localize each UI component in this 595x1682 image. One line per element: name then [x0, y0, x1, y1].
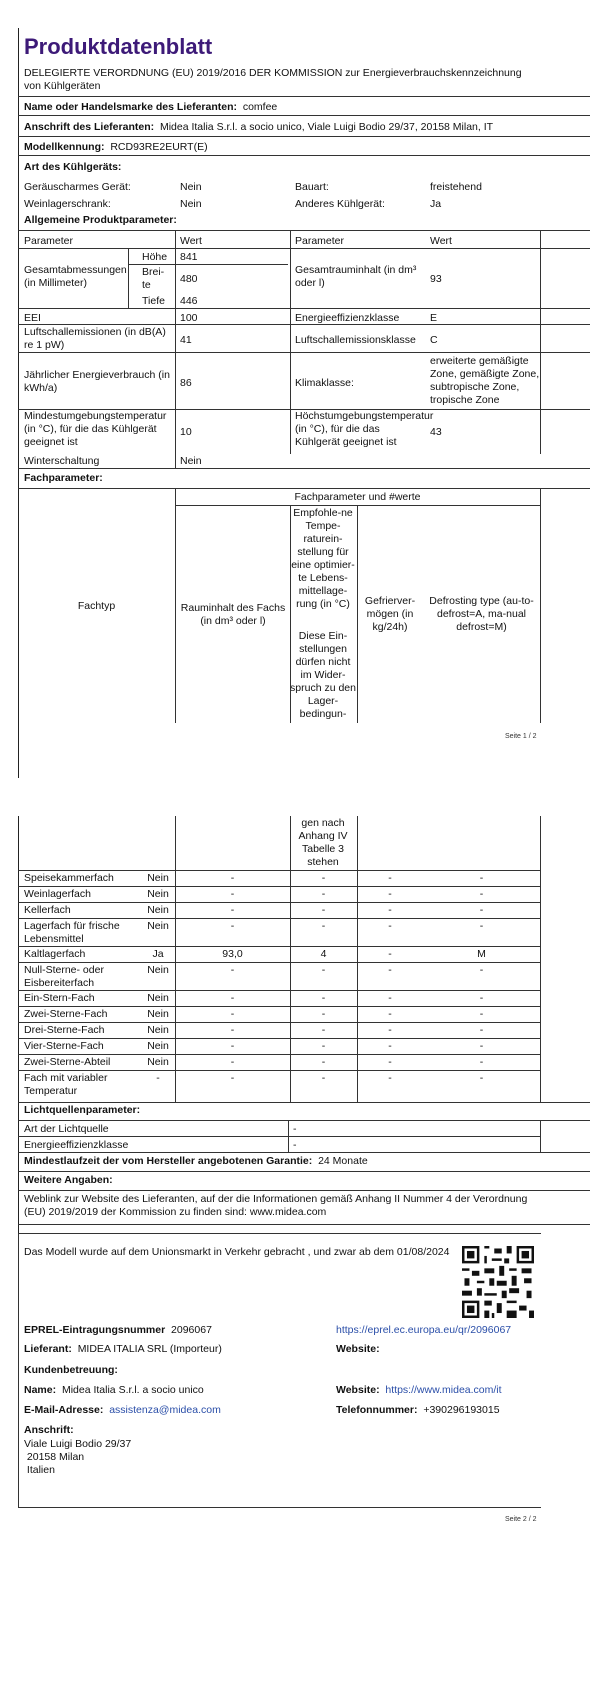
fach-row-defrost: -	[479, 872, 484, 884]
fach-row-defrost: -	[479, 1056, 484, 1068]
fach-row-volume: -	[230, 1008, 235, 1020]
address-line: Italien	[24, 1464, 55, 1476]
fach-row-temp: -	[321, 1072, 326, 1084]
general-row-value: 100	[180, 312, 198, 324]
eprel-link[interactable]: https://eprel.ec.europa.eu/qr/2096067	[336, 1324, 512, 1336]
type-row-label: Anderes Kühlgerät:	[295, 198, 385, 210]
general-heading: Allgemeine Produktparameter:	[24, 214, 177, 226]
dim-label: Tiefe	[142, 295, 165, 307]
col-temp: gen nach Anhang IV Tabelle 3 stehen	[298, 817, 348, 868]
fach-row-present: Nein	[147, 1008, 169, 1020]
dim-value: 841	[180, 251, 198, 263]
general-row-value: C	[430, 334, 438, 346]
page-number: Seite 1 / 2	[505, 733, 537, 740]
fach-row-volume: -	[230, 904, 235, 916]
page-1	[0, 0, 595, 800]
supplier-address-value: Midea Italia S.r.l. a socio unico, Viale Luigi Bodio 29/37, 20158 Milan, IT	[159, 121, 494, 133]
fach-row-defrost: -	[479, 920, 484, 932]
page-title: Produktdatenblatt	[24, 34, 213, 59]
regulation-text: DELEGIERTE VERORDNUNG (EU) 2019/2016 DER KOMMISSION zur Energieverbrauchskennzeichnung von Kühlgeräten	[24, 67, 522, 92]
supplier-name-value: comfee	[242, 101, 278, 113]
type-row-label: Geräuscharmes Gerät:	[24, 181, 131, 193]
email-label: E-Mail-Adresse:	[24, 1404, 104, 1416]
fach-row-volume: -	[230, 964, 235, 976]
row-divider	[18, 902, 540, 903]
website-link[interactable]: https://www.midea.com/it	[385, 1384, 502, 1396]
dim-label: Höhe	[142, 251, 168, 263]
fach-row-temp: -	[321, 964, 326, 976]
warranty-row	[24, 1155, 368, 1167]
fach-row-defrost: -	[479, 1040, 484, 1052]
light-row-value: -	[293, 1139, 297, 1151]
general-row-label: Höchstumgebungstemperatur (in °C), für die das Kühlgerät geeignet ist	[295, 410, 434, 448]
fach-row-name: Zwei-Sterne-Abteil	[24, 1056, 111, 1068]
fach-row-name: Vier-Sterne-Fach	[24, 1040, 104, 1052]
fach-row-freeze: -	[388, 1040, 392, 1052]
website-label: Website:	[336, 1343, 380, 1355]
row-divider	[18, 1022, 540, 1023]
page-2	[0, 800, 595, 1682]
fach-row-freeze: -	[388, 1072, 392, 1084]
col-freeze: Gefrierver-mögen (in kg/24h)	[364, 595, 416, 633]
fach-row-defrost: -	[479, 1024, 484, 1036]
fach-row-temp: -	[321, 1056, 326, 1068]
volume-label: Gesamtrauminhalt (in dm³ oder l)	[295, 264, 417, 289]
row-divider	[18, 886, 540, 887]
fach-row-freeze: -	[388, 1056, 392, 1068]
model-value: RCD93RE2EURT(E)	[110, 141, 208, 153]
fach-row-volume: -	[230, 1040, 235, 1052]
fach-row-name: Speisekammerfach	[24, 872, 114, 884]
supplier-name-row	[24, 101, 277, 113]
fach-row-volume: -	[230, 1024, 235, 1036]
address-line: 20158 Milan	[24, 1451, 85, 1463]
light-row-label: Energieeffizienzklasse	[24, 1139, 129, 1151]
supplier-name-label: Name oder Handelsmarke des Lieferanten:	[24, 101, 237, 113]
fach-row-temp: -	[321, 1040, 326, 1052]
general-row-label: Klimaklasse:	[295, 377, 354, 389]
fach-row-temp: 4	[320, 948, 327, 960]
warranty-value: 24 Monate	[318, 1155, 368, 1167]
general-row-label: EEI	[24, 312, 41, 324]
fach-row-present: Nein	[147, 888, 169, 900]
fach-row-present: Nein	[147, 1040, 169, 1052]
fach-row-defrost: M	[477, 948, 486, 960]
col-fachtyp: Fachtyp	[77, 600, 116, 612]
fach-row-temp: -	[321, 1024, 326, 1036]
fach-row-present: Nein	[147, 964, 169, 976]
fach-row-temp: -	[321, 904, 326, 916]
fach-row-freeze: -	[388, 1008, 392, 1020]
fach-group-header: Fachparameter und #werte	[294, 491, 421, 503]
general-row-value: Nein	[180, 455, 202, 467]
fach-row-freeze: -	[388, 872, 392, 884]
fach-row-name: Lagerfach für frische Lebensmittel	[24, 920, 120, 945]
type-row-label: Weinlagerschrank:	[24, 198, 111, 210]
model-label: Modellkennung:	[24, 141, 105, 153]
type-row-value: Nein	[180, 198, 202, 210]
supplier-address-row	[24, 121, 493, 133]
col-value-header: Wert	[430, 235, 452, 247]
row-divider	[18, 1006, 540, 1007]
fach-row-name: Zwei-Sterne-Fach	[24, 1008, 108, 1020]
address-label: Anschrift:	[24, 1424, 74, 1436]
fach-row-volume: -	[230, 1056, 235, 1068]
fach-row-temp: -	[321, 1008, 326, 1020]
fach-row-defrost: -	[479, 1008, 484, 1020]
fach-row-name: Ein-Stern-Fach	[24, 992, 95, 1004]
fach-row-volume: -	[230, 920, 235, 932]
supplier-row	[24, 1343, 222, 1355]
fach-row-defrost: -	[479, 964, 484, 976]
fach-row-present: Nein	[147, 904, 169, 916]
fach-row-freeze: -	[388, 904, 392, 916]
warranty-label: Mindestlaufzeit der vom Hersteller angebotenen Garantie:	[24, 1155, 313, 1167]
fach-row-present: Nein	[147, 920, 169, 932]
general-row-value: erweiterte gemäßigte Zone, gemäßigte Zone, subtropische Zone, tropische Zone	[430, 355, 540, 406]
general-row-label: Jährlicher Energieverbrauch (in kWh/a)	[24, 369, 170, 394]
type-row-value: Nein	[180, 181, 202, 193]
fach-row-name: Fach mit variabler Temperatur	[24, 1072, 108, 1097]
general-row-value: 10	[180, 426, 192, 438]
col-param-header: Parameter	[295, 235, 345, 247]
eprel-label: EPREL-Eintragungsnummer	[24, 1324, 166, 1336]
supplier-value: MIDEA ITALIA SRL (Importeur)	[77, 1343, 222, 1355]
fach-row-present: Nein	[147, 872, 169, 884]
dim-value: 480	[180, 273, 198, 285]
name-label: Name:	[24, 1384, 57, 1396]
eprel-value: 2096067	[171, 1324, 212, 1336]
general-row-label: Luftschallemissionsklasse	[295, 334, 416, 346]
fach-row-temp: -	[321, 888, 326, 900]
fach-row-freeze: -	[388, 992, 392, 1004]
fach-row-defrost: -	[479, 992, 484, 1004]
phone-label: Telefonnummer:	[336, 1404, 418, 1416]
col-volume: Rauminhalt des Fachs (in dm³ oder l)	[180, 602, 286, 627]
fach-row-present: -	[156, 1072, 160, 1084]
name-value: Midea Italia S.r.l. a socio unico	[61, 1384, 204, 1396]
website-label: Website:	[336, 1384, 380, 1396]
fach-row-volume: -	[230, 872, 235, 884]
general-row-label: Energieeffizienzklasse	[295, 312, 400, 324]
fach-row-name: Weinlagerfach	[24, 888, 91, 900]
fach-row-volume: -	[230, 888, 235, 900]
phone-row	[336, 1404, 500, 1416]
fach-row-temp: -	[321, 920, 326, 932]
row-divider	[18, 946, 540, 947]
light-row-value: -	[293, 1123, 297, 1135]
volume-value: 93	[430, 273, 442, 285]
fach-row-present: Nein	[147, 992, 169, 1004]
model-row	[24, 141, 208, 153]
type-row-label: Bauart:	[295, 181, 329, 193]
col-defrost: Defrosting type (au-to-defrost=A, ma-nual defrost=M)	[429, 595, 534, 633]
market-text: Das Modell wurde auf dem Unionsmarkt in Verkehr gebracht , und zwar ab dem 01/08/2024	[24, 1246, 450, 1258]
fach-row-volume: 93,0	[222, 948, 243, 960]
fach-row-volume: -	[230, 1072, 235, 1084]
fach-row-freeze: -	[388, 948, 392, 960]
eprel-row	[24, 1324, 212, 1336]
light-heading: Lichtquellenparameter:	[24, 1104, 141, 1116]
row-divider	[18, 962, 540, 963]
qr-code-icon	[462, 1246, 534, 1318]
phone-value: +390296193015	[423, 1404, 500, 1416]
fach-row-freeze: -	[388, 920, 392, 932]
fach-row-defrost: -	[479, 888, 484, 900]
fach-row-defrost: -	[479, 904, 484, 916]
general-row-label: Luftschallemissionen (in dB(A) re 1 pW)	[24, 326, 166, 351]
light-row-label: Art der Lichtquelle	[24, 1123, 109, 1135]
fach-row-freeze: -	[388, 964, 392, 976]
page-number: Seite 2 / 2	[505, 1516, 537, 1523]
row-divider	[18, 990, 540, 991]
supplier-label: Lieferant:	[24, 1343, 72, 1355]
fach-row-name: Null-Sterne- oder Eisbereiterfach	[24, 964, 104, 989]
fach-row-temp: -	[321, 992, 326, 1004]
fach-row-defrost: -	[479, 1072, 484, 1084]
website-row	[336, 1384, 502, 1396]
more-heading: Weitere Angaben:	[24, 1174, 113, 1186]
fach-row-freeze: -	[388, 1024, 392, 1036]
dim-value: 446	[180, 295, 198, 307]
col-param-header: Parameter	[24, 235, 74, 247]
col-temp: Empfohle-ne Tempe-raturein-stellung für eine optimier-te Lebens-mittellage-rung (in °C)	[291, 507, 355, 610]
col-value-header: Wert	[180, 235, 202, 247]
general-row-value: 41	[180, 334, 192, 346]
fach-row-freeze: -	[388, 888, 392, 900]
general-row-label: Mindestumgebungstemperatur (in °C), für die das Kühlgerät geeignet ist	[24, 410, 167, 448]
fach-row-name: Kellerfach	[24, 904, 71, 916]
general-row-label: Winterschaltung	[24, 455, 100, 467]
type-row-value: freistehend	[430, 181, 482, 193]
more-text: Weblink zur Website des Lieferanten, auf der die Informationen gemäß Anhang II Nummer 4 der Verordnung (EU) 2019/2019 der Kommission zu finden sind: www.midea.com	[24, 1193, 528, 1218]
fach-row-name: Drei-Sterne-Fach	[24, 1024, 105, 1036]
row-divider	[18, 1070, 540, 1071]
address-line: Viale Luigi Bodio 29/37	[24, 1438, 132, 1450]
row-divider	[18, 1054, 540, 1055]
row-divider	[18, 1038, 540, 1039]
fach-row-present: Nein	[147, 1056, 169, 1068]
row-divider	[18, 918, 540, 919]
customer-heading: Kundenbetreuung:	[24, 1364, 118, 1376]
fach-row-present: Ja	[152, 948, 164, 960]
fach-heading: Fachparameter:	[24, 472, 103, 484]
dims-label: Gesamtabmessungen (in Millimeter)	[24, 264, 127, 289]
general-row-value: E	[430, 312, 438, 324]
contact-name-row	[24, 1384, 204, 1396]
general-row-value: 86	[180, 377, 192, 389]
type-heading: Art des Kühlgeräts:	[24, 161, 122, 173]
fach-row-temp: -	[321, 872, 326, 884]
general-row-value: 43	[430, 426, 442, 438]
email-link[interactable]: assistenza@midea.com	[109, 1404, 221, 1416]
fach-row-name: Kaltlagerfach	[24, 948, 86, 960]
type-row-value: Ja	[430, 198, 442, 210]
supplier-address-label: Anschrift des Lieferanten:	[24, 121, 155, 133]
fach-row-volume: -	[230, 992, 235, 1004]
dim-label: Brei-te	[142, 266, 165, 291]
fach-row-present: Nein	[147, 1024, 169, 1036]
col-temp: Diese Ein-stellungen dürfen nicht im Wider-spruch zu den Lager-bedingun-	[290, 630, 356, 720]
email-row	[24, 1404, 221, 1416]
